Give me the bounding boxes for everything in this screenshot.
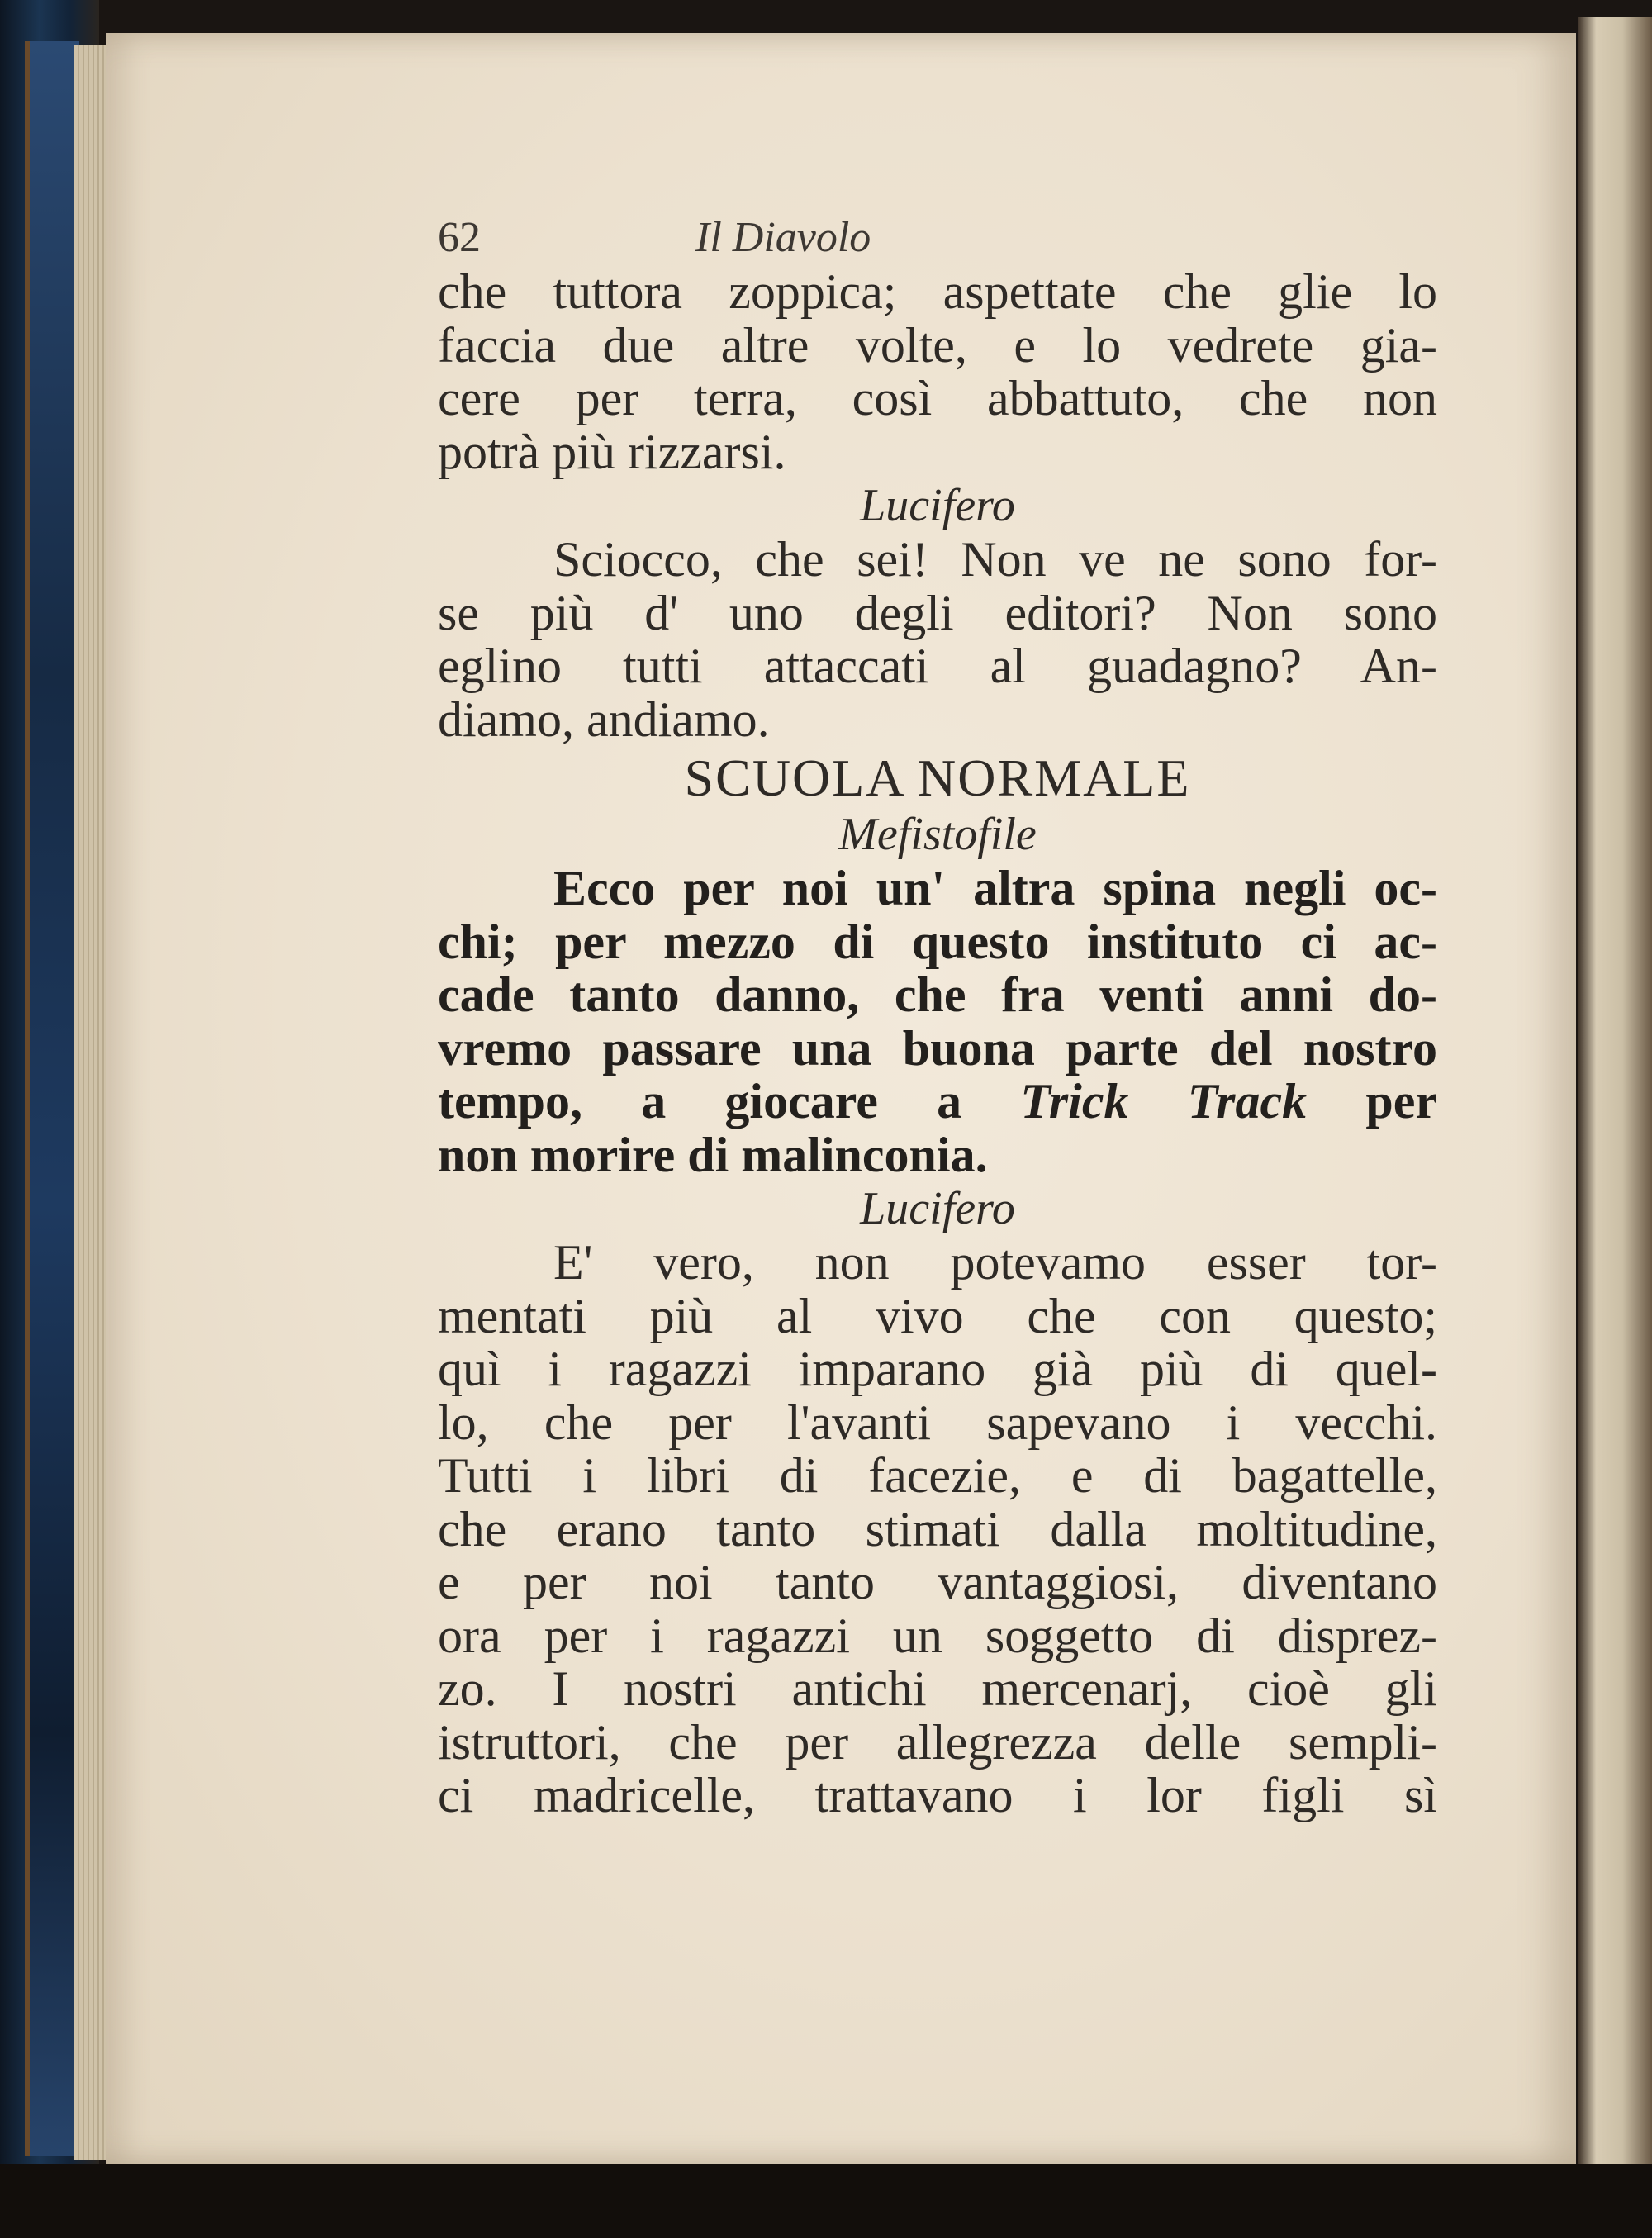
text-line: ora per i ragazzi un soggetto di disprez- [438,1608,1437,1663]
section-heading: SCUOLA NORMALE [684,748,1191,807]
text-line: tempo, a giocare a Trick Track per [438,1074,1437,1129]
body-text [438,265,1437,1822]
running-title: Il Diavolo [695,214,871,261]
running-head [438,211,1437,265]
text-line: Tutti i libri di facezie, e di bagattelle, [438,1448,1437,1503]
text-line: Ecco per noi un' altra spina negli oc- [553,861,1437,915]
text-line: mentati più al vivo che con questo; [438,1288,1437,1343]
text-line: che tuttora zoppica; aspettate che glie lo [438,264,1437,319]
text-line: vremo passare una buona parte del nostro [438,1020,1437,1076]
speaker-name: Lucifero [860,1183,1015,1234]
text-line: eglino tutti attaccati al guadagno? An- [438,639,1437,693]
text-line: istruttori, che per allegrezza delle sempli- [438,1714,1437,1770]
speaker-name: Lucifero [860,480,1015,531]
text-line: E' vero, non potevamo esser tor- [553,1235,1437,1290]
text-line: e per noi tanto vantaggiosi, diventano [438,1555,1437,1609]
text-line: ci madricelle, trattavano i lor figli sì [438,1768,1437,1822]
page-number: 62 [438,214,481,261]
bottom-shadow [0,2164,1652,2238]
text-line: se più d' uno degli editori? Non sono [438,585,1437,640]
text-line: quì i ragazzi imparano già più di quel- [438,1342,1437,1396]
text-line: faccia due altre volte, e lo vedrete gia- [438,317,1437,373]
italic-phrase: Trick Track [1020,1074,1308,1129]
page-text [438,211,1437,1822]
cover-binding [25,41,79,2156]
text-line: Sciocco, che sei! Non ve ne sono for- [553,532,1437,587]
text-line: potrà più rizzarsi. [438,424,786,479]
text-line: diamo, andiamo. [438,691,770,747]
text-line: che erano tanto stimati dalla moltitudine, [438,1501,1437,1556]
text-line: cade tanto danno, che fra venti anni do- [438,967,1437,1022]
text-line: lo, che per l'avanti sapevano i vecchi. [438,1395,1437,1450]
text-line: non morire di malinconia. [438,1127,988,1182]
text-line: zo. I nostri antichi mercenarj, cioè gli [438,1661,1437,1716]
text-line: cere per terra, così abbattuto, che non [438,371,1437,425]
speaker-name: Mefistofile [838,809,1037,860]
text-line: chi; per mezzo di questo instituto ci ac- [438,914,1437,969]
facing-page-edge [1578,17,1652,2181]
